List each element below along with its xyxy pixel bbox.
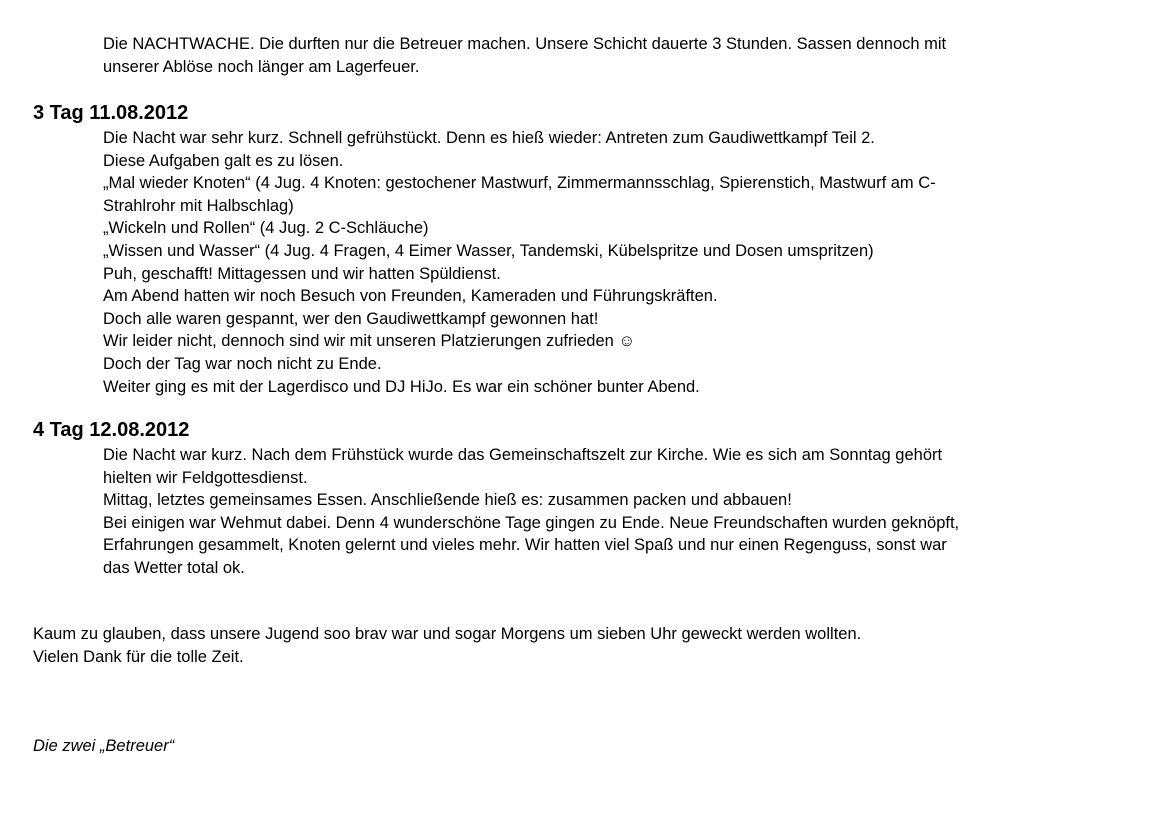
text-line: „Mal wieder Knoten“ (4 Jug. 4 Knoten: gestochener Mastwurf, Zimmermannsschlag, Spierenstich, Mastwurf am C- xyxy=(103,174,936,193)
day4-heading: 4 Tag 12.08.2012 xyxy=(33,419,190,441)
text-line: Mittag, letztes gemeinsames Essen. Anschließende hieß es: zusammen packen und abbauen! xyxy=(103,491,792,510)
text-line: „Wickeln und Rollen“ (4 Jug. 2 C-Schläuche) xyxy=(103,219,429,238)
text-line: Puh, geschafft! Mittagessen und wir hatten Spüldienst. xyxy=(103,264,501,283)
text-line: Doch der Tag war noch nicht zu Ende. xyxy=(103,354,382,373)
signature: Die zwei „Betreuer“ xyxy=(33,737,175,755)
text-line: unserer Ablöse noch länger am Lagerfeuer. xyxy=(103,57,420,76)
text-line: Kaum zu glauben, dass unsere Jugend soo brav war und sogar Morgens um sieben Uhr geweckt werden wollten. xyxy=(33,625,862,643)
day4-paragraph xyxy=(103,444,1133,580)
text-line: Bei einigen war Wehmut dabei. Denn 4 wunderschöne Tage gingen zu Ende. Neue Freundschaften wurden geknöpft, xyxy=(103,513,960,532)
intro-paragraph xyxy=(103,33,1133,78)
text-line: „Wissen und Wasser“ (4 Jug. 4 Fragen, 4 Eimer Wasser, Tandemski, Kübelspritze und Dosen umspritzen) xyxy=(103,241,874,260)
text-line: Diese Aufgaben galt es zu lösen. xyxy=(103,151,344,170)
text-line: Die NACHTWACHE. Die durften nur die Betreuer machen. Unsere Schicht dauerte 3 Stunden. Sassen dennoch mit xyxy=(103,35,947,53)
text-line: Vielen Dank für die tolle Zeit. xyxy=(33,647,244,666)
text-line: Weiter ging es mit der Lagerdisco und DJ HiJo. Es war ein schöner bunter Abend. xyxy=(103,377,700,396)
closing-paragraph xyxy=(33,623,861,668)
text-line: das Wetter total ok. xyxy=(103,558,245,577)
text-line: Doch alle waren gespannt, wer den Gaudiwettkampf gewonnen hat! xyxy=(103,309,599,328)
text-line: Die Nacht war sehr kurz. Schnell gefrühstückt. Denn es hieß wieder: Antreten zum Gaudiwettkampf Teil 2. xyxy=(103,129,875,147)
text-line: Erfahrungen gesammelt, Knoten gelernt und vieles mehr. Wir hatten viel Spaß und nur einen Regenguss, sonst war xyxy=(103,536,947,555)
text-line: Wir leider nicht, dennoch sind wir mit unseren Platzierungen zufrieden ☺ xyxy=(103,332,636,351)
text-line: Am Abend hatten wir noch Besuch von Freunden, Kameraden und Führungskräften. xyxy=(103,287,718,306)
text-line: hielten wir Feldgottesdienst. xyxy=(103,468,308,487)
text-line: Die Nacht war kurz. Nach dem Frühstück wurde das Gemeinschaftszelt zur Kirche. Wie es sich am Sonntag gehört xyxy=(103,446,943,464)
text-line: Strahlrohr mit Halbschlag) xyxy=(103,196,294,215)
day3-paragraph xyxy=(103,127,1133,398)
day3-heading: 3 Tag 11.08.2012 xyxy=(33,102,189,124)
